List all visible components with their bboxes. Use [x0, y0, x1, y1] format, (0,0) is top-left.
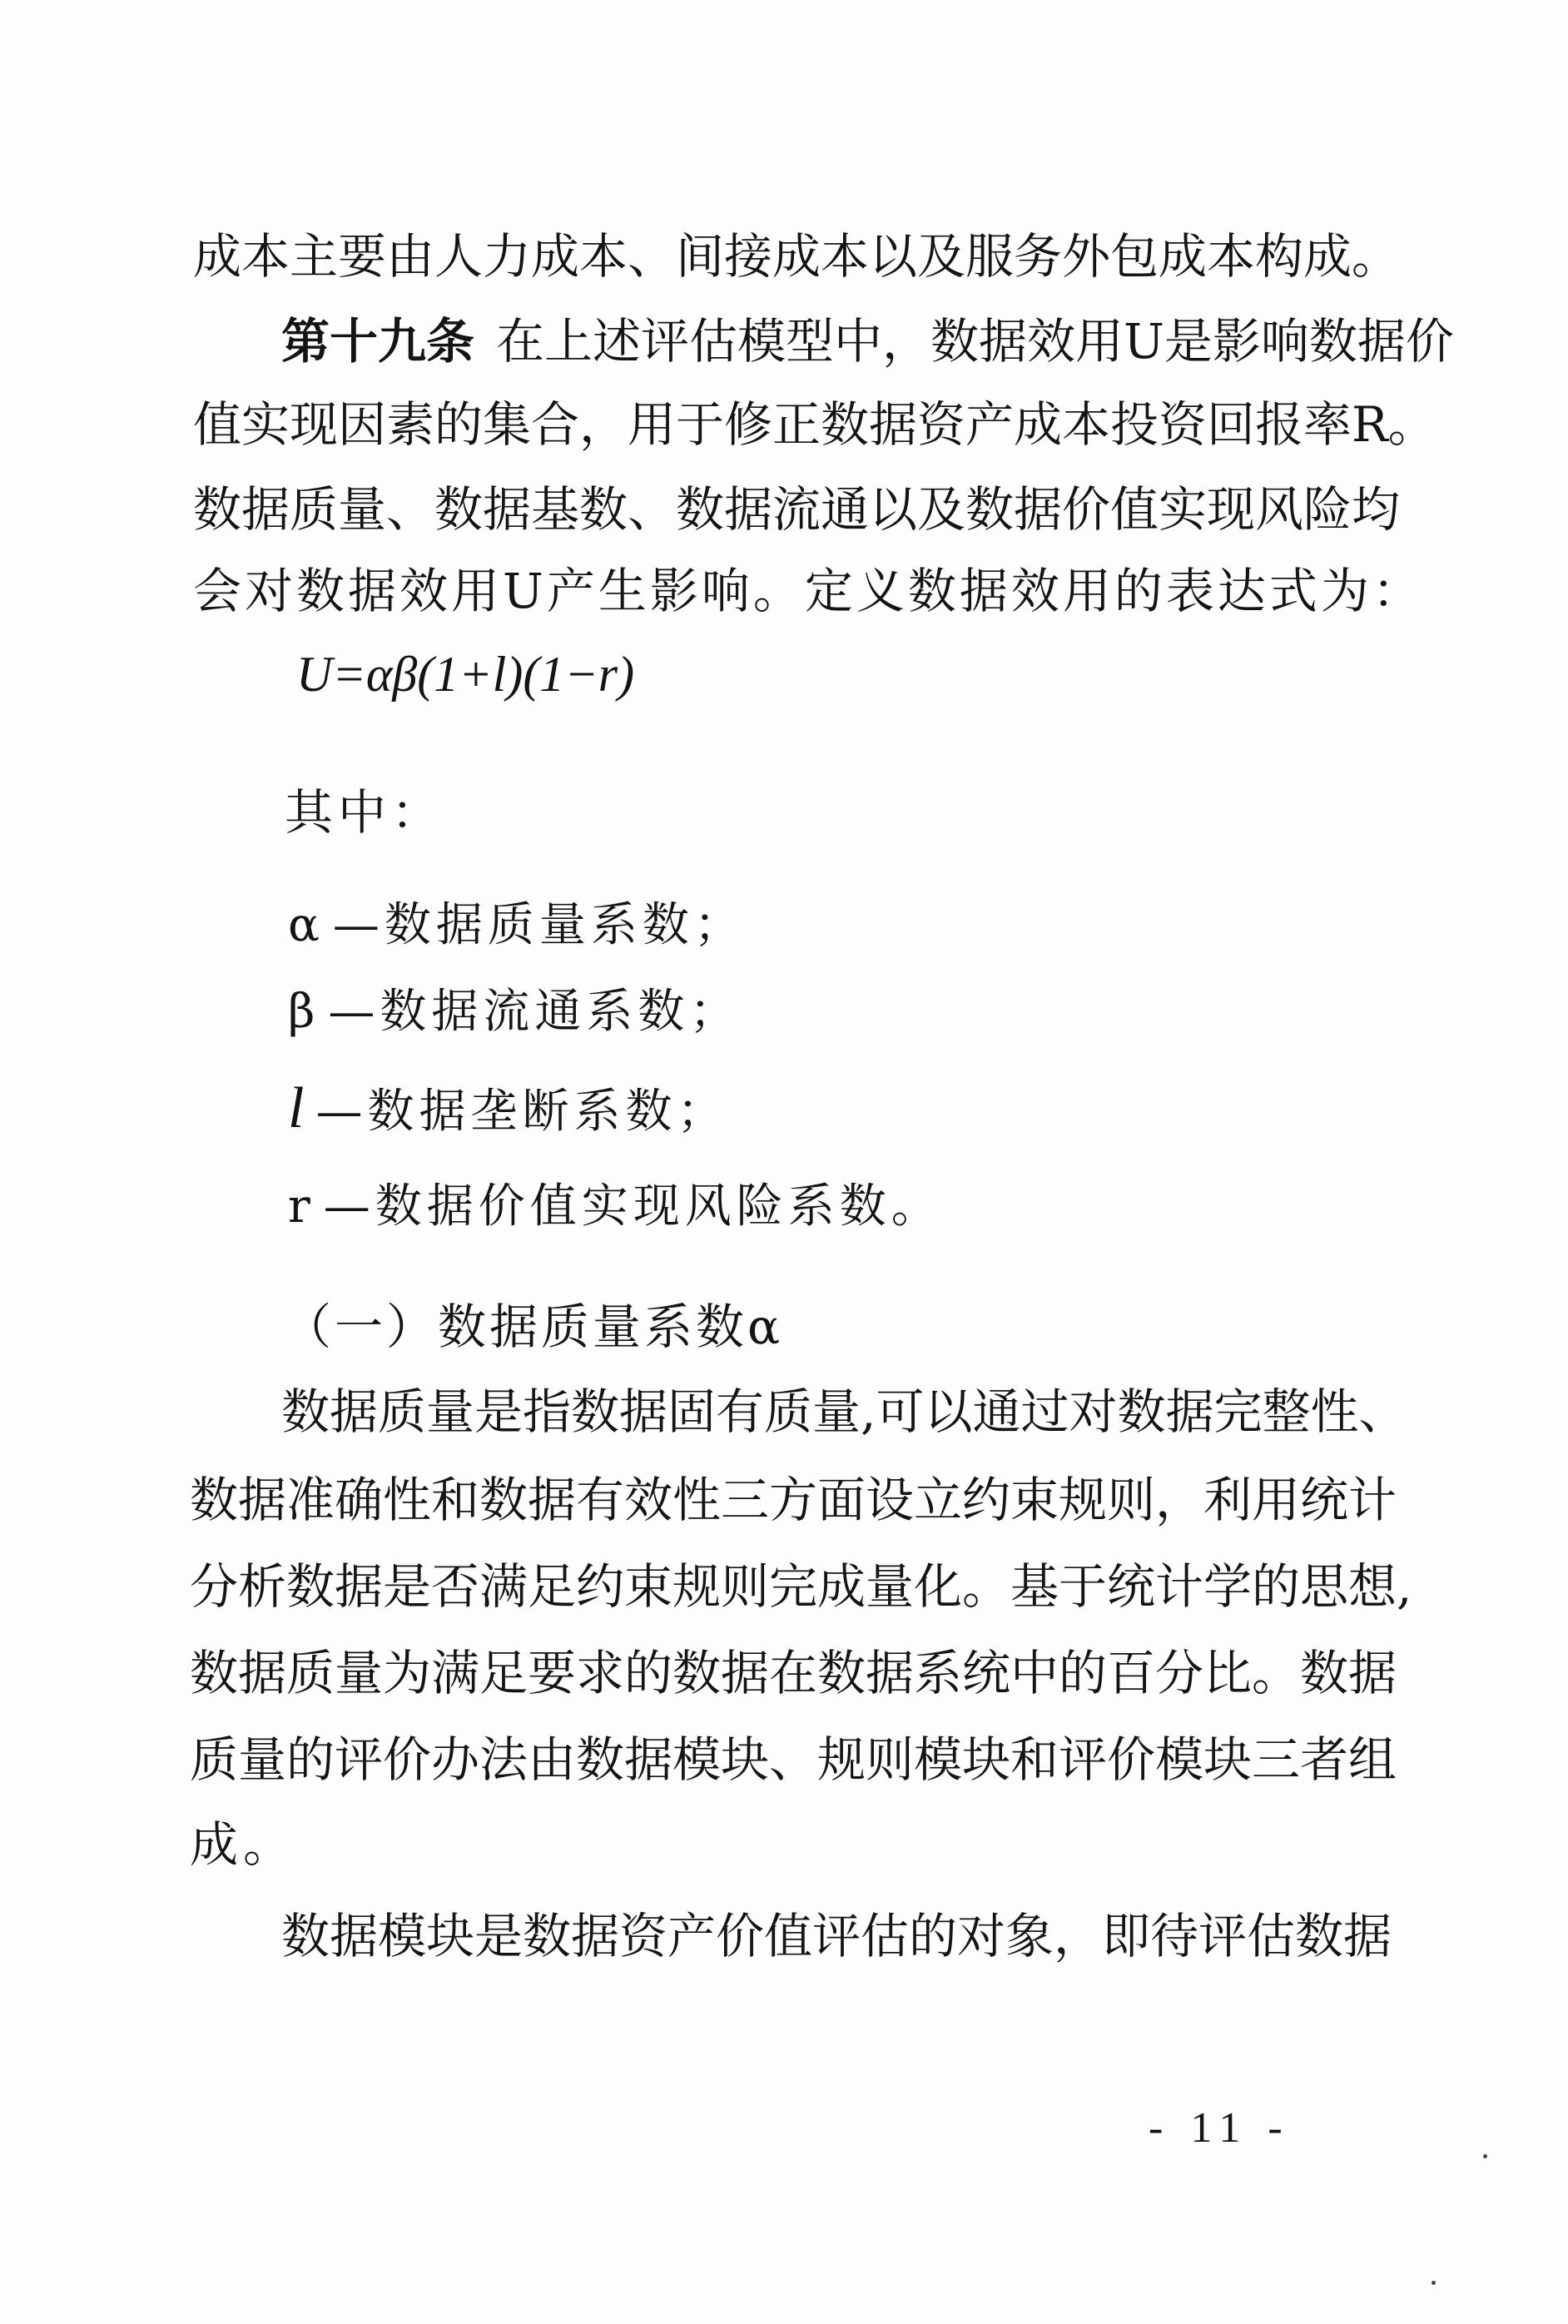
paragraph-1-line-1: 数据质量是指数据固有质量,可以通过对数据完整性、: [281, 1383, 1407, 1440]
legend-text: —数据价值实现风险系数。: [323, 1179, 943, 1234]
paragraph-1-line-3: 分析数据是否满足约束规则完成量化。基于统计学的思想,: [190, 1558, 1412, 1615]
text-line-4: 数据质量、数据基数、数据流通以及数据价值实现风险均: [193, 481, 1401, 538]
scan-speck: [1483, 2154, 1487, 2158]
article-19-label: 第十九条: [281, 313, 475, 370]
paragraph-1-line-2: 数据准确性和数据有效性三方面设立约束规则，利用统计: [190, 1472, 1397, 1528]
legend-beta: [288, 979, 741, 1045]
legend-text: —数据流通系数；: [328, 985, 742, 1039]
utility-formula: U=αβ(1+l)(1−r): [296, 647, 635, 702]
legend-symbol: l: [288, 1076, 305, 1140]
legend-symbol: r: [288, 1179, 315, 1234]
text-line-3: 值实现因素的集合，用于修正数据资产成本投资回报率R。: [193, 396, 1437, 453]
legend-l: [288, 1075, 728, 1142]
legend-symbol: α: [288, 898, 325, 952]
section-heading-1: （一）数据质量系数α: [283, 1299, 784, 1355]
scan-speck: [1432, 2281, 1436, 2285]
paragraph-1-line-5: 质量的评价办法由数据模块、规则模块和评价模块三者组: [190, 1731, 1397, 1788]
legend-text: —数据垄断系数；: [315, 1085, 729, 1139]
paragraph-2-line-1: 数据模块是数据资产价值评估的对象，即待评估数据: [281, 1908, 1392, 1964]
legend-alpha: [288, 892, 746, 959]
text-line-1: 成本主要由人力成本、间接成本以及服务外包成本构成。: [193, 228, 1401, 285]
paragraph-1-line-4: 数据质量为满足要求的数据在数据系统中的百分比。数据: [190, 1645, 1397, 1701]
page-number: - 11 -: [1149, 2104, 1291, 2152]
article-19-line: [281, 308, 1454, 375]
qizhong-label: 其中：: [285, 784, 445, 841]
legend-r: [288, 1174, 943, 1240]
legend-symbol: β: [288, 985, 320, 1039]
paragraph-1-line-6: 成。: [190, 1816, 297, 1873]
text-line-5: 会对数据效用U产生影响。定义数据效用的表达式为：: [193, 563, 1424, 619]
article-19-text: 在上述评估模型中，数据效用U是影响数据价: [496, 313, 1454, 370]
legend-text: —数据质量系数；: [332, 898, 746, 952]
